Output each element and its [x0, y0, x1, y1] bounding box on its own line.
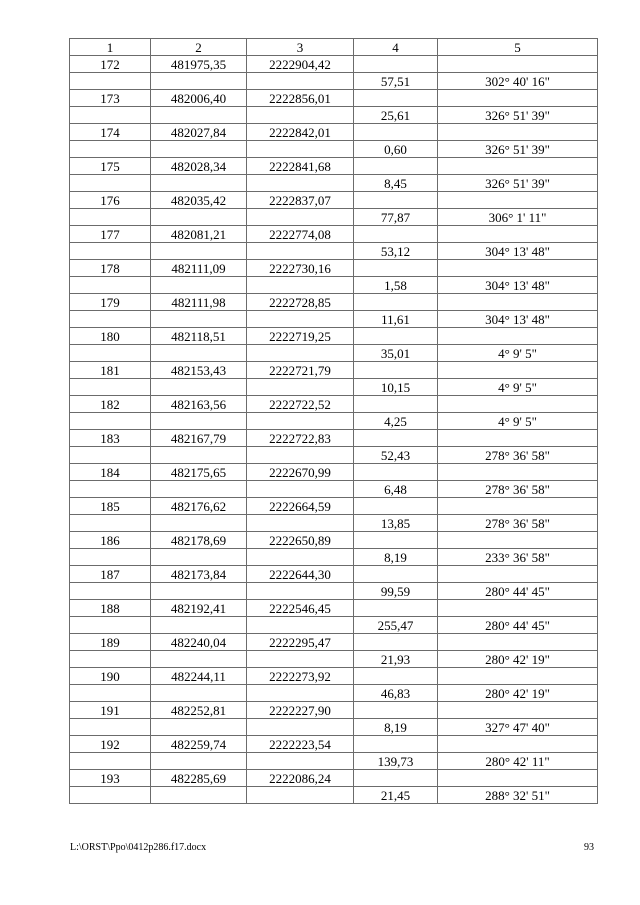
table-row [70, 362, 598, 379]
coordinate-y: 2222730,16 [247, 260, 354, 277]
coordinate-x: 482192,41 [151, 600, 247, 617]
coordinate-x: 481975,35 [151, 56, 247, 73]
table-row [70, 634, 598, 651]
empty-cell [247, 685, 354, 702]
empty-cell [438, 90, 598, 107]
footer-file-path: L:\ORST\Ppo\0412p286.f17.docx [70, 842, 207, 853]
table-row [70, 345, 598, 362]
coordinate-x: 482240,04 [151, 634, 247, 651]
coordinate-y: 2222644,30 [247, 566, 354, 583]
empty-cell [354, 736, 438, 753]
empty-cell [247, 209, 354, 226]
segment-length: 52,43 [354, 447, 438, 464]
direction-angle: 4° 9' 5" [438, 379, 598, 396]
direction-angle: 278° 36' 58" [438, 481, 598, 498]
table-row [70, 685, 598, 702]
empty-cell [151, 685, 247, 702]
empty-cell [354, 192, 438, 209]
table-row [70, 702, 598, 719]
coordinate-x: 482173,84 [151, 566, 247, 583]
segment-length: 46,83 [354, 685, 438, 702]
empty-cell [354, 362, 438, 379]
empty-cell [70, 107, 151, 124]
direction-angle: 4° 9' 5" [438, 413, 598, 430]
empty-cell [438, 498, 598, 515]
coordinate-y: 2222837,07 [247, 192, 354, 209]
empty-cell [151, 413, 247, 430]
point-number: 184 [70, 464, 151, 481]
coordinate-y: 2222904,42 [247, 56, 354, 73]
point-number: 182 [70, 396, 151, 413]
empty-cell [70, 617, 151, 634]
table-row [70, 753, 598, 770]
table-row [70, 719, 598, 736]
table-row [70, 413, 598, 430]
empty-cell [151, 277, 247, 294]
direction-angle: 304° 13' 48" [438, 311, 598, 328]
coordinate-x: 482028,34 [151, 158, 247, 175]
table-row [70, 787, 598, 804]
segment-length: 77,87 [354, 209, 438, 226]
coordinate-y: 2222856,01 [247, 90, 354, 107]
point-number: 189 [70, 634, 151, 651]
empty-cell [354, 260, 438, 277]
direction-angle: 280° 42' 11" [438, 753, 598, 770]
direction-angle: 304° 13' 48" [438, 243, 598, 260]
empty-cell [70, 413, 151, 430]
table-row [70, 668, 598, 685]
segment-length: 13,85 [354, 515, 438, 532]
coordinate-y: 2222223,54 [247, 736, 354, 753]
table-row [70, 600, 598, 617]
empty-cell [70, 651, 151, 668]
segment-length: 21,45 [354, 787, 438, 804]
table-row [70, 566, 598, 583]
segment-length: 25,61 [354, 107, 438, 124]
empty-cell [438, 56, 598, 73]
table-row [70, 396, 598, 413]
empty-cell [354, 396, 438, 413]
segment-length: 4,25 [354, 413, 438, 430]
empty-cell [70, 175, 151, 192]
coordinate-x: 482111,98 [151, 294, 247, 311]
coordinate-y: 2222295,47 [247, 634, 354, 651]
empty-cell [70, 685, 151, 702]
empty-cell [151, 73, 247, 90]
segment-length: 8,19 [354, 549, 438, 566]
segment-length: 6,48 [354, 481, 438, 498]
segment-length: 10,15 [354, 379, 438, 396]
empty-cell [438, 736, 598, 753]
coordinate-x: 482035,42 [151, 192, 247, 209]
empty-cell [70, 243, 151, 260]
point-number: 177 [70, 226, 151, 243]
segment-length: 35,01 [354, 345, 438, 362]
segment-length: 255,47 [354, 617, 438, 634]
table-row [70, 481, 598, 498]
coordinate-y: 2222774,08 [247, 226, 354, 243]
header-col-5: 5 [438, 39, 598, 56]
coordinate-x: 482153,43 [151, 362, 247, 379]
empty-cell [438, 566, 598, 583]
empty-cell [438, 192, 598, 209]
segment-length: 8,45 [354, 175, 438, 192]
coordinate-y: 2222664,59 [247, 498, 354, 515]
empty-cell [247, 447, 354, 464]
empty-cell [70, 345, 151, 362]
empty-cell [354, 702, 438, 719]
direction-angle: 326° 51' 39" [438, 107, 598, 124]
coordinate-y: 2222721,79 [247, 362, 354, 379]
header-col-3: 3 [247, 39, 354, 56]
direction-angle: 306° 1' 11" [438, 209, 598, 226]
empty-cell [247, 481, 354, 498]
coordinate-y: 2222670,99 [247, 464, 354, 481]
empty-cell [354, 532, 438, 549]
table-row [70, 311, 598, 328]
direction-angle: 326° 51' 39" [438, 141, 598, 158]
empty-cell [438, 702, 598, 719]
coordinates-table-body [70, 39, 598, 804]
empty-cell [151, 243, 247, 260]
coordinate-x: 482081,21 [151, 226, 247, 243]
empty-cell [70, 549, 151, 566]
coordinate-x: 482167,79 [151, 430, 247, 447]
point-number: 190 [70, 668, 151, 685]
empty-cell [438, 634, 598, 651]
empty-cell [70, 481, 151, 498]
empty-cell [354, 600, 438, 617]
point-number: 175 [70, 158, 151, 175]
empty-cell [354, 770, 438, 787]
table-row [70, 192, 598, 209]
direction-angle: 233° 36' 58" [438, 549, 598, 566]
table-row [70, 583, 598, 600]
direction-angle: 288° 32' 51" [438, 787, 598, 804]
segment-length: 99,59 [354, 583, 438, 600]
point-number: 187 [70, 566, 151, 583]
segment-length: 53,12 [354, 243, 438, 260]
coordinate-x: 482006,40 [151, 90, 247, 107]
empty-cell [438, 328, 598, 345]
point-number: 183 [70, 430, 151, 447]
table-row [70, 464, 598, 481]
empty-cell [247, 617, 354, 634]
empty-cell [70, 787, 151, 804]
coordinate-y: 2222227,90 [247, 702, 354, 719]
empty-cell [354, 328, 438, 345]
segment-length: 139,73 [354, 753, 438, 770]
empty-cell [438, 430, 598, 447]
coordinate-y: 2222719,25 [247, 328, 354, 345]
coordinate-x: 482178,69 [151, 532, 247, 549]
table-row [70, 736, 598, 753]
empty-cell [151, 549, 247, 566]
table-row [70, 209, 598, 226]
table-row [70, 90, 598, 107]
empty-cell [354, 430, 438, 447]
empty-cell [70, 583, 151, 600]
empty-cell [247, 753, 354, 770]
empty-cell [438, 464, 598, 481]
direction-angle: 280° 42' 19" [438, 651, 598, 668]
empty-cell [354, 124, 438, 141]
empty-cell [354, 566, 438, 583]
point-number: 174 [70, 124, 151, 141]
table-row [70, 107, 598, 124]
empty-cell [151, 617, 247, 634]
table-row [70, 617, 598, 634]
empty-cell [438, 124, 598, 141]
empty-cell [438, 532, 598, 549]
table-row [70, 430, 598, 447]
empty-cell [354, 464, 438, 481]
empty-cell [151, 345, 247, 362]
empty-cell [438, 362, 598, 379]
empty-cell [438, 158, 598, 175]
table-row [70, 294, 598, 311]
empty-cell [151, 719, 247, 736]
empty-cell [247, 345, 354, 362]
point-number: 186 [70, 532, 151, 549]
header-col-1: 1 [70, 39, 151, 56]
table-row [70, 651, 598, 668]
empty-cell [70, 141, 151, 158]
header-col-2: 2 [151, 39, 247, 56]
point-number: 181 [70, 362, 151, 379]
empty-cell [70, 719, 151, 736]
empty-cell [247, 583, 354, 600]
coordinate-x: 482111,09 [151, 260, 247, 277]
point-number: 173 [70, 90, 151, 107]
table-row [70, 532, 598, 549]
point-number: 192 [70, 736, 151, 753]
empty-cell [247, 379, 354, 396]
empty-cell [151, 481, 247, 498]
empty-cell [247, 73, 354, 90]
empty-cell [151, 447, 247, 464]
empty-cell [354, 668, 438, 685]
direction-angle: 280° 44' 45" [438, 583, 598, 600]
coordinate-x: 482244,11 [151, 668, 247, 685]
empty-cell [151, 583, 247, 600]
segment-length: 21,93 [354, 651, 438, 668]
table-row [70, 124, 598, 141]
table-row [70, 498, 598, 515]
empty-cell [354, 56, 438, 73]
empty-cell [247, 515, 354, 532]
empty-cell [438, 396, 598, 413]
empty-cell [438, 770, 598, 787]
table-row [70, 277, 598, 294]
direction-angle: 326° 51' 39" [438, 175, 598, 192]
direction-angle: 327° 47' 40" [438, 719, 598, 736]
empty-cell [151, 141, 247, 158]
coordinate-y: 2222842,01 [247, 124, 354, 141]
table-row [70, 243, 598, 260]
table-row [70, 260, 598, 277]
footer-page-number: 93 [584, 842, 594, 853]
table-row [70, 56, 598, 73]
point-number: 185 [70, 498, 151, 515]
empty-cell [70, 311, 151, 328]
coordinate-x: 482163,56 [151, 396, 247, 413]
direction-angle: 4° 9' 5" [438, 345, 598, 362]
coordinate-x: 482175,65 [151, 464, 247, 481]
table-row [70, 226, 598, 243]
empty-cell [151, 515, 247, 532]
empty-cell [438, 600, 598, 617]
point-number: 188 [70, 600, 151, 617]
empty-cell [354, 158, 438, 175]
coordinate-y: 2222650,89 [247, 532, 354, 549]
empty-cell [247, 107, 354, 124]
direction-angle: 280° 44' 45" [438, 617, 598, 634]
table-row [70, 447, 598, 464]
empty-cell [151, 209, 247, 226]
empty-cell [438, 668, 598, 685]
point-number: 178 [70, 260, 151, 277]
empty-cell [438, 260, 598, 277]
coordinates-table [69, 38, 598, 804]
empty-cell [151, 787, 247, 804]
empty-cell [70, 515, 151, 532]
empty-cell [247, 175, 354, 192]
empty-cell [247, 787, 354, 804]
coordinate-y: 2222728,85 [247, 294, 354, 311]
segment-length: 57,51 [354, 73, 438, 90]
segment-length: 0,60 [354, 141, 438, 158]
empty-cell [247, 549, 354, 566]
table-row [70, 770, 598, 787]
empty-cell [151, 107, 247, 124]
table-row [70, 549, 598, 566]
table-row [70, 175, 598, 192]
coordinate-x: 482285,69 [151, 770, 247, 787]
empty-cell [438, 294, 598, 311]
empty-cell [247, 243, 354, 260]
empty-cell [247, 651, 354, 668]
empty-cell [70, 209, 151, 226]
empty-cell [70, 753, 151, 770]
empty-cell [151, 379, 247, 396]
table-header-row [70, 39, 598, 56]
coordinate-y: 2222546,45 [247, 600, 354, 617]
point-number: 180 [70, 328, 151, 345]
direction-angle: 278° 36' 58" [438, 515, 598, 532]
empty-cell [70, 73, 151, 90]
empty-cell [70, 277, 151, 294]
coordinate-x: 482259,74 [151, 736, 247, 753]
empty-cell [354, 294, 438, 311]
header-col-4: 4 [354, 39, 438, 56]
table-row [70, 158, 598, 175]
segment-length: 11,61 [354, 311, 438, 328]
table-row [70, 73, 598, 90]
coordinate-x: 482252,81 [151, 702, 247, 719]
direction-angle: 278° 36' 58" [438, 447, 598, 464]
point-number: 176 [70, 192, 151, 209]
table-row [70, 328, 598, 345]
direction-angle: 302° 40' 16" [438, 73, 598, 90]
table-row [70, 141, 598, 158]
segment-length: 1,58 [354, 277, 438, 294]
coordinate-x: 482176,62 [151, 498, 247, 515]
direction-angle: 304° 13' 48" [438, 277, 598, 294]
coordinate-x: 482118,51 [151, 328, 247, 345]
empty-cell [354, 90, 438, 107]
empty-cell [354, 634, 438, 651]
empty-cell [247, 141, 354, 158]
coordinate-y: 2222273,92 [247, 668, 354, 685]
coordinate-y: 2222722,52 [247, 396, 354, 413]
coordinate-y: 2222086,24 [247, 770, 354, 787]
table-row [70, 379, 598, 396]
empty-cell [151, 311, 247, 328]
empty-cell [247, 311, 354, 328]
empty-cell [151, 753, 247, 770]
empty-cell [151, 651, 247, 668]
empty-cell [70, 447, 151, 464]
point-number: 172 [70, 56, 151, 73]
empty-cell [151, 175, 247, 192]
empty-cell [247, 719, 354, 736]
point-number: 179 [70, 294, 151, 311]
coordinate-x: 482027,84 [151, 124, 247, 141]
coordinate-y: 2222841,68 [247, 158, 354, 175]
empty-cell [247, 413, 354, 430]
empty-cell [354, 226, 438, 243]
empty-cell [354, 498, 438, 515]
table-row [70, 515, 598, 532]
direction-angle: 280° 42' 19" [438, 685, 598, 702]
coordinate-y: 2222722,83 [247, 430, 354, 447]
point-number: 193 [70, 770, 151, 787]
empty-cell [438, 226, 598, 243]
empty-cell [70, 379, 151, 396]
empty-cell [247, 277, 354, 294]
segment-length: 8,19 [354, 719, 438, 736]
point-number: 191 [70, 702, 151, 719]
